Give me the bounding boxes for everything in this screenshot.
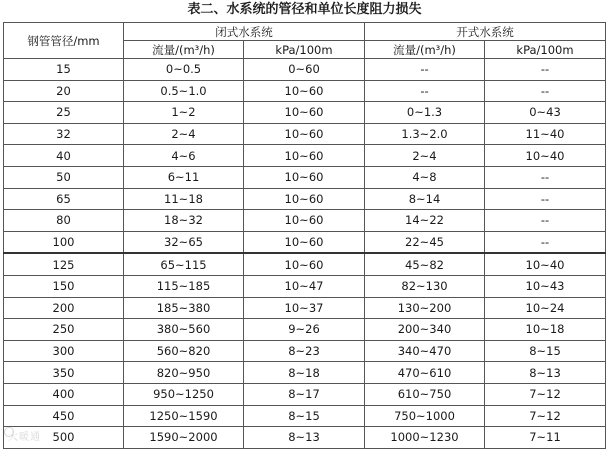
cell-open-kpa: 7~12 (485, 383, 606, 405)
table-row (4, 383, 606, 405)
cell-closed-flow: 6~11 (124, 166, 244, 188)
cell-open-kpa: 10~40 (485, 253, 606, 275)
table-row (4, 253, 606, 275)
cell-closed-flow: 1~2 (124, 102, 244, 124)
cell-open-kpa: -- (485, 188, 606, 210)
table-row (4, 297, 606, 319)
header-open-flow: 流量/(m³/h) (365, 41, 485, 59)
cell-pipe-diameter: 200 (4, 297, 124, 319)
table-row (4, 166, 606, 188)
cell-open-flow: 0~1.3 (365, 102, 485, 124)
cell-closed-flow: 18~32 (124, 210, 244, 232)
cell-open-flow: 45~82 (365, 253, 485, 275)
cell-pipe-diameter: 65 (4, 188, 124, 210)
cell-open-flow: -- (365, 80, 485, 102)
cell-closed-kpa: 10~60 (244, 123, 365, 145)
cell-open-kpa: 10~43 (485, 275, 606, 297)
table-title: 表二、水系统的管径和单位长度阻力损失 (187, 2, 422, 17)
header-pipe-diameter: 钢管管径/mm (4, 23, 124, 59)
cell-closed-flow: 4~6 (124, 145, 244, 167)
cell-pipe-diameter: 50 (4, 166, 124, 188)
cell-open-kpa: -- (485, 59, 606, 81)
cell-closed-flow: 115~185 (124, 275, 244, 297)
table-row (4, 80, 606, 102)
cell-closed-flow: 0~0.5 (124, 59, 244, 81)
header-open-kpa: kPa/100m (485, 41, 606, 59)
cell-closed-flow: 2~4 (124, 123, 244, 145)
cell-closed-kpa: 10~60 (244, 145, 365, 167)
cell-pipe-diameter: 125 (4, 253, 124, 275)
cell-open-kpa: 11~40 (485, 123, 606, 145)
table-row (4, 319, 606, 341)
cell-closed-flow: 11~18 (124, 188, 244, 210)
cell-closed-flow: 950~1250 (124, 383, 244, 405)
cell-closed-kpa: 10~60 (244, 253, 365, 275)
cell-closed-kpa: 8~17 (244, 383, 365, 405)
cell-open-flow: 8~14 (365, 188, 485, 210)
cell-pipe-diameter: 20 (4, 80, 124, 102)
table-row (4, 188, 606, 210)
cell-closed-flow: 820~950 (124, 362, 244, 384)
cell-closed-kpa: 10~37 (244, 297, 365, 319)
cell-pipe-diameter: 80 (4, 210, 124, 232)
cell-pipe-diameter: 40 (4, 145, 124, 167)
cell-closed-flow: 0.5~1.0 (124, 80, 244, 102)
cell-open-flow: 2~4 (365, 145, 485, 167)
cell-closed-flow: 185~380 (124, 297, 244, 319)
pipe-resistance-table (3, 22, 606, 449)
cell-closed-kpa: 8~23 (244, 340, 365, 362)
watermark: 大暖通 (8, 432, 41, 443)
cell-open-flow: 340~470 (365, 340, 485, 362)
table-row (4, 231, 606, 253)
header-closed-kpa: kPa/100m (244, 41, 365, 59)
cell-closed-kpa: 10~60 (244, 166, 365, 188)
cell-pipe-diameter: 300 (4, 340, 124, 362)
cell-closed-kpa: 10~60 (244, 188, 365, 210)
cell-open-kpa: 7~11 (485, 427, 606, 449)
table-body (4, 59, 606, 449)
cell-closed-kpa: 10~47 (244, 275, 365, 297)
cell-pipe-diameter: 100 (4, 231, 124, 253)
cell-closed-kpa: 8~15 (244, 405, 365, 427)
header-closed-system: 闭式水系统 (124, 23, 365, 41)
cell-open-flow: 14~22 (365, 210, 485, 232)
header-open-system: 开式水系统 (365, 23, 606, 41)
table-row (4, 427, 606, 449)
table-row (4, 59, 606, 81)
cell-open-kpa: 10~18 (485, 319, 606, 341)
cell-open-kpa: -- (485, 80, 606, 102)
cell-open-flow: -- (365, 59, 485, 81)
cell-open-flow: 750~1000 (365, 405, 485, 427)
cell-open-flow: 1000~1230 (365, 427, 485, 449)
table-row (4, 275, 606, 297)
table-row (4, 362, 606, 384)
table-row (4, 123, 606, 145)
cell-pipe-diameter: 25 (4, 102, 124, 124)
cell-closed-kpa: 8~18 (244, 362, 365, 384)
cell-open-flow: 470~610 (365, 362, 485, 384)
cell-closed-kpa: 10~60 (244, 80, 365, 102)
cell-open-kpa: -- (485, 210, 606, 232)
cell-pipe-diameter: 350 (4, 362, 124, 384)
cell-closed-flow: 560~820 (124, 340, 244, 362)
cell-pipe-diameter: 250 (4, 319, 124, 341)
cell-pipe-diameter: 500 (4, 427, 124, 449)
cell-closed-flow: 32~65 (124, 231, 244, 253)
table-row (4, 405, 606, 427)
cell-closed-kpa: 0~60 (244, 59, 365, 81)
cell-open-kpa: 8~13 (485, 362, 606, 384)
table-row (4, 145, 606, 167)
cell-closed-flow: 1590~2000 (124, 427, 244, 449)
cell-open-flow: 130~200 (365, 297, 485, 319)
cell-open-flow: 610~750 (365, 383, 485, 405)
table-row (4, 210, 606, 232)
cell-closed-flow: 380~560 (124, 319, 244, 341)
header-closed-flow: 流量/(m³/h) (124, 41, 244, 59)
cell-closed-flow: 1250~1590 (124, 405, 244, 427)
cell-pipe-diameter: 32 (4, 123, 124, 145)
cell-open-flow: 82~130 (365, 275, 485, 297)
cell-open-kpa: -- (485, 166, 606, 188)
cell-open-kpa: 7~12 (485, 405, 606, 427)
cell-pipe-diameter: 15 (4, 59, 124, 81)
table-row (4, 340, 606, 362)
table-row (4, 102, 606, 124)
cell-closed-kpa: 8~13 (244, 427, 365, 449)
cell-closed-kpa: 9~26 (244, 319, 365, 341)
cell-open-kpa: 10~40 (485, 145, 606, 167)
cell-closed-kpa: 10~60 (244, 210, 365, 232)
cell-closed-flow: 65~115 (124, 253, 244, 275)
cell-open-flow: 4~8 (365, 166, 485, 188)
cell-pipe-diameter: 150 (4, 275, 124, 297)
cell-open-kpa: -- (485, 231, 606, 253)
cell-open-kpa: 8~15 (485, 340, 606, 362)
cell-open-kpa: 0~43 (485, 102, 606, 124)
cell-open-flow: 200~340 (365, 319, 485, 341)
cell-pipe-diameter: 400 (4, 383, 124, 405)
cell-open-flow: 22~45 (365, 231, 485, 253)
cell-closed-kpa: 10~60 (244, 102, 365, 124)
cell-closed-kpa: 10~60 (244, 231, 365, 253)
cell-pipe-diameter: 450 (4, 405, 124, 427)
cell-open-kpa: 10~24 (485, 297, 606, 319)
cell-open-flow: 1.3~2.0 (365, 123, 485, 145)
